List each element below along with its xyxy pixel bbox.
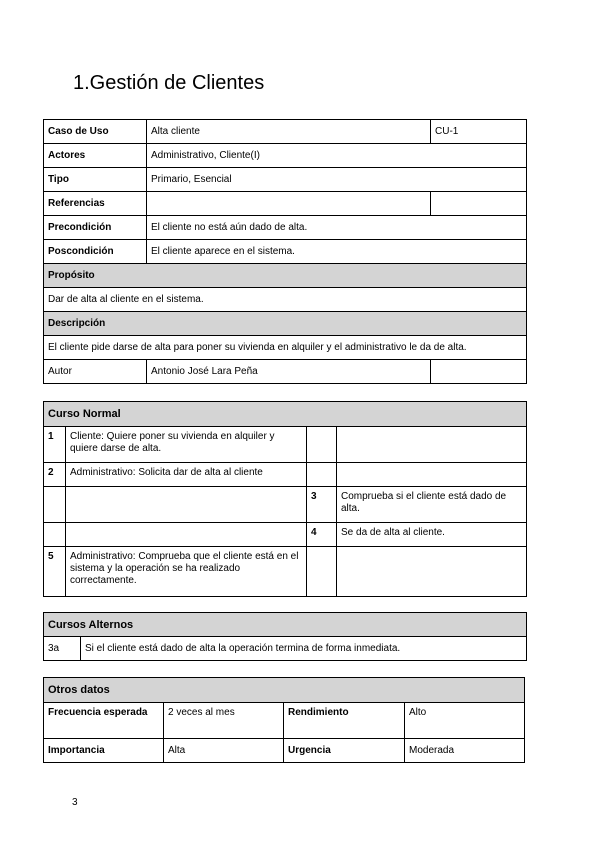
step-number xyxy=(307,547,337,597)
table-row xyxy=(44,678,525,703)
step-number: 2 xyxy=(44,463,66,487)
table-row xyxy=(44,192,527,216)
system-step xyxy=(337,547,527,597)
curso-normal-table xyxy=(43,401,527,597)
table-row xyxy=(44,360,527,384)
system-step xyxy=(337,427,527,463)
system-step: Comprueba si el cliente está dado de alta. xyxy=(337,487,527,523)
table-row xyxy=(44,703,525,739)
descripcion-value: El cliente pide darse de alta para poner su vivienda en alquiler y el administrativo le da de alta. xyxy=(44,336,527,360)
table-row xyxy=(44,523,527,547)
table-row xyxy=(44,739,525,763)
caso-label: Caso de Uso xyxy=(44,120,147,144)
frecuencia-label: Frecuencia esperada xyxy=(44,703,164,739)
table-row xyxy=(44,402,527,427)
caso-id: CU-1 xyxy=(431,120,527,144)
table-row xyxy=(44,144,527,168)
actor-step: Administrativo: Comprueba que el cliente está en el sistema y la operación se ha realizado correctamente. xyxy=(66,547,307,597)
autor-extra xyxy=(431,360,527,384)
actor-step: Cliente: Quiere poner su vivienda en alquiler y quiere darse de alta. xyxy=(66,427,307,463)
poscondicion-value: El cliente aparece en el sistema. xyxy=(147,240,527,264)
page-title: 1.Gestión de Clientes xyxy=(73,72,265,94)
step-number xyxy=(44,523,66,547)
actores-value: Administrativo, Cliente(I) xyxy=(147,144,527,168)
alt-text: Si el cliente está dado de alta la operación termina de forma inmediata. xyxy=(81,637,527,661)
table-row xyxy=(44,547,527,597)
table-row xyxy=(44,312,527,336)
system-step: Se da de alta al cliente. xyxy=(337,523,527,547)
table-row xyxy=(44,264,527,288)
table-row xyxy=(44,487,527,523)
table-row xyxy=(44,216,527,240)
page-number: 3 xyxy=(72,797,78,808)
referencias-label: Referencias xyxy=(44,192,147,216)
table-row xyxy=(44,637,527,661)
otros-datos-table xyxy=(43,677,525,763)
urgencia-value: Moderada xyxy=(405,739,525,763)
actores-label: Actores xyxy=(44,144,147,168)
referencias-value xyxy=(147,192,431,216)
actor-step xyxy=(66,523,307,547)
table-row xyxy=(44,288,527,312)
use-case-table xyxy=(43,119,527,384)
rendimiento-value: Alto xyxy=(405,703,525,739)
poscondicion-label: Poscondición xyxy=(44,240,147,264)
cursos-alternos-header: Cursos Alternos xyxy=(44,613,527,637)
precondicion-label: Precondición xyxy=(44,216,147,240)
otros-datos-header: Otros datos xyxy=(44,678,525,703)
curso-normal-header: Curso Normal xyxy=(44,402,527,427)
frecuencia-value: 2 veces al mes xyxy=(164,703,284,739)
importancia-label: Importancia xyxy=(44,739,164,763)
step-number: 1 xyxy=(44,427,66,463)
step-number xyxy=(307,463,337,487)
step-number xyxy=(307,427,337,463)
step-number: 5 xyxy=(44,547,66,597)
table-row xyxy=(44,427,527,463)
precondicion-value: El cliente no está aún dado de alta. xyxy=(147,216,527,240)
descripcion-header: Descripción xyxy=(44,312,527,336)
importancia-value: Alta xyxy=(164,739,284,763)
step-number xyxy=(44,487,66,523)
actor-step: Administrativo: Solicita dar de alta al cliente xyxy=(66,463,307,487)
caso-value: Alta cliente xyxy=(147,120,431,144)
referencias-extra xyxy=(431,192,527,216)
table-row xyxy=(44,168,527,192)
proposito-header: Propósito xyxy=(44,264,527,288)
tipo-value: Primario, Esencial xyxy=(147,168,527,192)
urgencia-label: Urgencia xyxy=(284,739,405,763)
step-number: 4 xyxy=(307,523,337,547)
table-row xyxy=(44,336,527,360)
tipo-label: Tipo xyxy=(44,168,147,192)
cursos-alternos-table xyxy=(43,612,527,661)
table-row xyxy=(44,120,527,144)
actor-step xyxy=(66,487,307,523)
table-row xyxy=(44,463,527,487)
autor-label: Autor xyxy=(44,360,147,384)
rendimiento-label: Rendimiento xyxy=(284,703,405,739)
autor-value: Antonio José Lara Peña xyxy=(147,360,431,384)
table-row xyxy=(44,613,527,637)
proposito-value: Dar de alta al cliente en el sistema. xyxy=(44,288,527,312)
table-row xyxy=(44,240,527,264)
system-step xyxy=(337,463,527,487)
step-number: 3 xyxy=(307,487,337,523)
alt-id: 3a xyxy=(44,637,81,661)
